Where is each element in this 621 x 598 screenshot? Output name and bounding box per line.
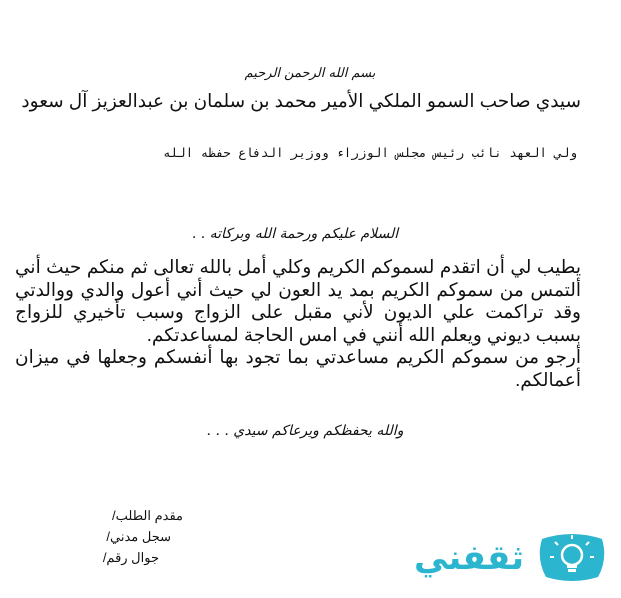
signature-mobile: جوال رقم/ <box>102 550 159 565</box>
logo-text: ثقفني <box>414 538 524 578</box>
recipient-title: ولي العهد نائب رئيس مجلس الوزراء ووزير الدفاع حفظه الله <box>163 145 577 160</box>
recipient-line: سيدي صاحب السمو الملكي الأمير محمد بن سلمان بن عبدالعزيز آل سعود <box>21 90 581 111</box>
body-paragraph: يطيب لي أن اتقدم لسموكم الكريم وكلي أمل بالله تعالى ثم منكم حيث أني ألتمس من سموكم الكريم بمد يد العون لي حيث أني أعول والدي ووالدتي وقد تراكمت علي الديون لأني مقبل على الزواج وسبب تأخيري للزواج بسبب ديوني ويعلم الله أنني في امس الحاجة لمساعدتكم. <box>15 256 581 345</box>
basmala: بسم الله الرحمن الرحيم <box>244 66 376 81</box>
body-paragraph: أرجو من سموكم الكريم مساعدتي بما تجود بها أنفسكم وجعلها في ميزان أعمالكم. <box>15 346 581 390</box>
lightbulb-icon <box>536 533 608 583</box>
closing: والله يحفظكم ويرعاكم سيدي . . . <box>206 423 404 439</box>
greeting: السلام عليكم ورحمة الله وبركاته . . <box>191 226 399 242</box>
watermark-logo <box>404 532 614 584</box>
signature-civil-record: سجل مدني/ <box>106 529 171 544</box>
letter-body <box>15 256 581 391</box>
signature-applicant: مقدم الطلب/ <box>112 508 183 523</box>
